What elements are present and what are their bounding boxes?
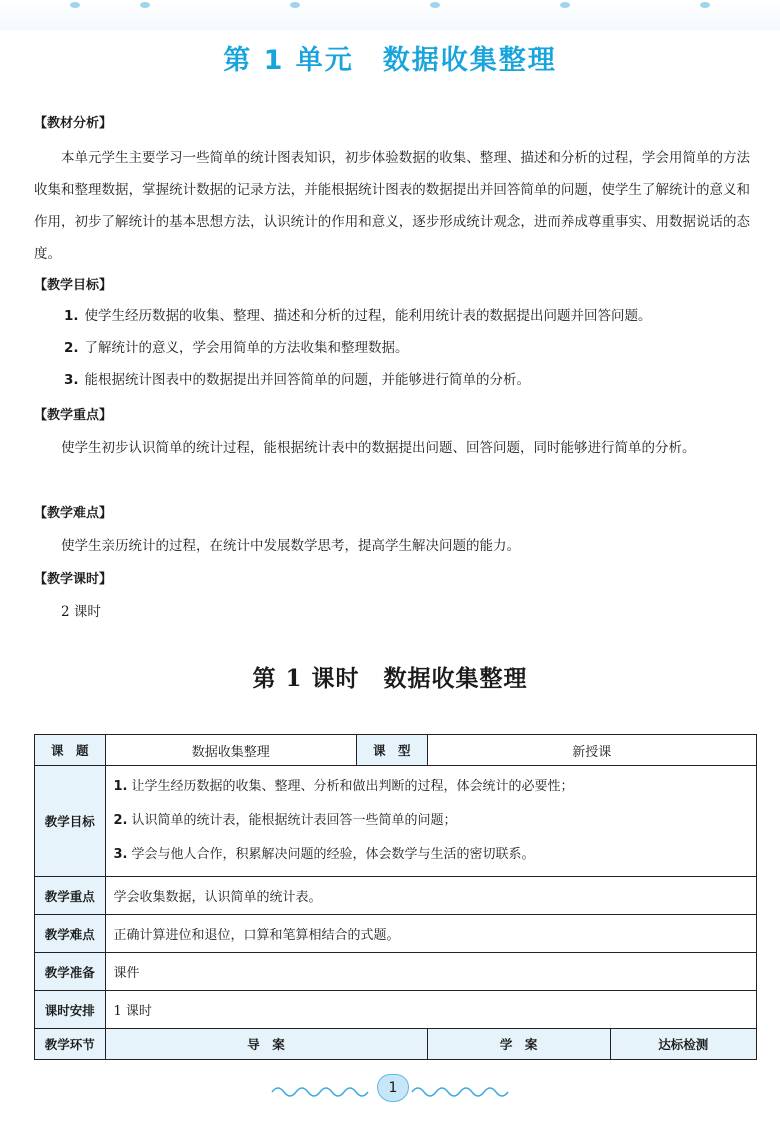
goal-item bbox=[34, 300, 750, 332]
deco-dot-icon bbox=[700, 2, 710, 8]
goal-text: 学会与他人合作，积累解决问题的经验，体会数学与生活的密切联系。 bbox=[131, 847, 535, 862]
goal-text: 了解统计的意义，学会用简单的方法收集和整理数据。 bbox=[84, 340, 409, 356]
deco-dot-icon bbox=[140, 2, 150, 8]
goal-text: 认识简单的统计表，能根据统计表回答一些简单的问题； bbox=[131, 813, 457, 828]
analysis-text: 本单元学生主要学习一些简单的统计图表知识，初步体验数据的收集、整理、描述和分析的过程，学会用简单的方法收集和整理数据，掌握统计数据的记录方法，并能根据统计图表的数据提出并回答简单的问题，使学生了解统计的意义和作用，初步了解统计的基本思想方法，认识统计的作用和意义，逐步形成统计观念，进而养成尊重事实、用数据说话的态度。 bbox=[34, 150, 750, 262]
time-value: 1 课时 bbox=[105, 991, 756, 1029]
table-row bbox=[35, 735, 757, 766]
goal-number: 3. bbox=[64, 372, 79, 388]
stage-col-study: 学 案 bbox=[427, 1029, 610, 1060]
table-row bbox=[35, 877, 757, 915]
section-heading: 【教材分析】 bbox=[34, 116, 113, 131]
prep-label: 教学准备 bbox=[35, 953, 106, 991]
key-label: 教学重点 bbox=[35, 877, 106, 915]
table-row bbox=[35, 991, 757, 1029]
table-row bbox=[35, 915, 757, 953]
deco-dot-icon bbox=[430, 2, 440, 8]
table-row bbox=[35, 1029, 757, 1060]
lesson-plan-table bbox=[34, 734, 757, 1060]
section-key bbox=[34, 406, 750, 464]
stage-col-check: 达标检测 bbox=[610, 1029, 756, 1060]
goal-text: 让学生经历数据的收集、整理、分析和做出判断的过程，体会统计的必要性； bbox=[131, 779, 574, 794]
page-footer bbox=[0, 1070, 780, 1110]
stage-col-guide: 导 案 bbox=[105, 1029, 427, 1060]
difficulty-value: 正确计算进位和退位，口算和笔算相结合的式题。 bbox=[105, 915, 756, 953]
deco-dot-icon bbox=[70, 2, 80, 8]
section-heading: 【教学重点】 bbox=[34, 408, 113, 423]
goal-text: 能根据统计图表中的数据提出并回答简单的问题，并能够进行简单的分析。 bbox=[84, 372, 531, 388]
section-goals bbox=[34, 276, 750, 396]
goal-number: 2. bbox=[113, 813, 128, 828]
goal-number: 1. bbox=[64, 308, 79, 324]
time-label: 课时安排 bbox=[35, 991, 106, 1029]
hours-text: 2 课时 bbox=[61, 604, 101, 620]
goals-cell bbox=[105, 766, 756, 877]
section-heading: 【教学目标】 bbox=[34, 278, 113, 293]
lesson-title: 第 1 课时 数据收集整理 bbox=[252, 665, 528, 692]
key-text: 使学生初步认识简单的统计过程，能根据统计表中的数据提出问题、回答问题，同时能够进行简单的分析。 bbox=[61, 440, 696, 456]
type-value: 新授课 bbox=[427, 735, 756, 766]
lesson-goal bbox=[114, 770, 748, 804]
page-number: 1 bbox=[377, 1074, 409, 1102]
unit-title: 第 1 单元 数据收集整理 bbox=[223, 45, 557, 76]
difficulty-label: 教学难点 bbox=[35, 915, 106, 953]
goal-number: 1. bbox=[113, 779, 128, 794]
goal-text: 使学生经历数据的收集、整理、描述和分析的过程，能利用统计表的数据提出问题并回答问题。 bbox=[84, 308, 652, 324]
goal-number: 2. bbox=[64, 340, 79, 356]
topic-label: 课 题 bbox=[35, 735, 106, 766]
lesson-goal bbox=[114, 838, 748, 872]
section-hours bbox=[34, 570, 750, 628]
section-heading: 【教学课时】 bbox=[34, 572, 113, 587]
table-row bbox=[35, 953, 757, 991]
lesson-goal bbox=[114, 804, 748, 838]
section-difficulty bbox=[34, 504, 750, 562]
section-heading: 【教学难点】 bbox=[34, 506, 113, 521]
table-row bbox=[35, 766, 757, 877]
deco-dot-icon bbox=[290, 2, 300, 8]
topic-value: 数据收集整理 bbox=[105, 735, 357, 766]
section-analysis bbox=[34, 114, 750, 270]
deco-dot-icon bbox=[560, 2, 570, 8]
difficulty-text: 使学生亲历统计的过程，在统计中发展数学思考，提高学生解决问题的能力。 bbox=[61, 538, 520, 554]
prep-value: 课件 bbox=[105, 953, 756, 991]
type-label: 课 型 bbox=[357, 735, 428, 766]
key-value: 学会收集数据，认识简单的统计表。 bbox=[105, 877, 756, 915]
goals-label: 教学目标 bbox=[35, 766, 106, 877]
goal-item bbox=[34, 332, 750, 364]
stage-label: 教学环节 bbox=[35, 1029, 106, 1060]
top-decoration bbox=[0, 0, 780, 30]
goal-number: 3. bbox=[113, 847, 128, 862]
goal-item bbox=[34, 364, 750, 396]
